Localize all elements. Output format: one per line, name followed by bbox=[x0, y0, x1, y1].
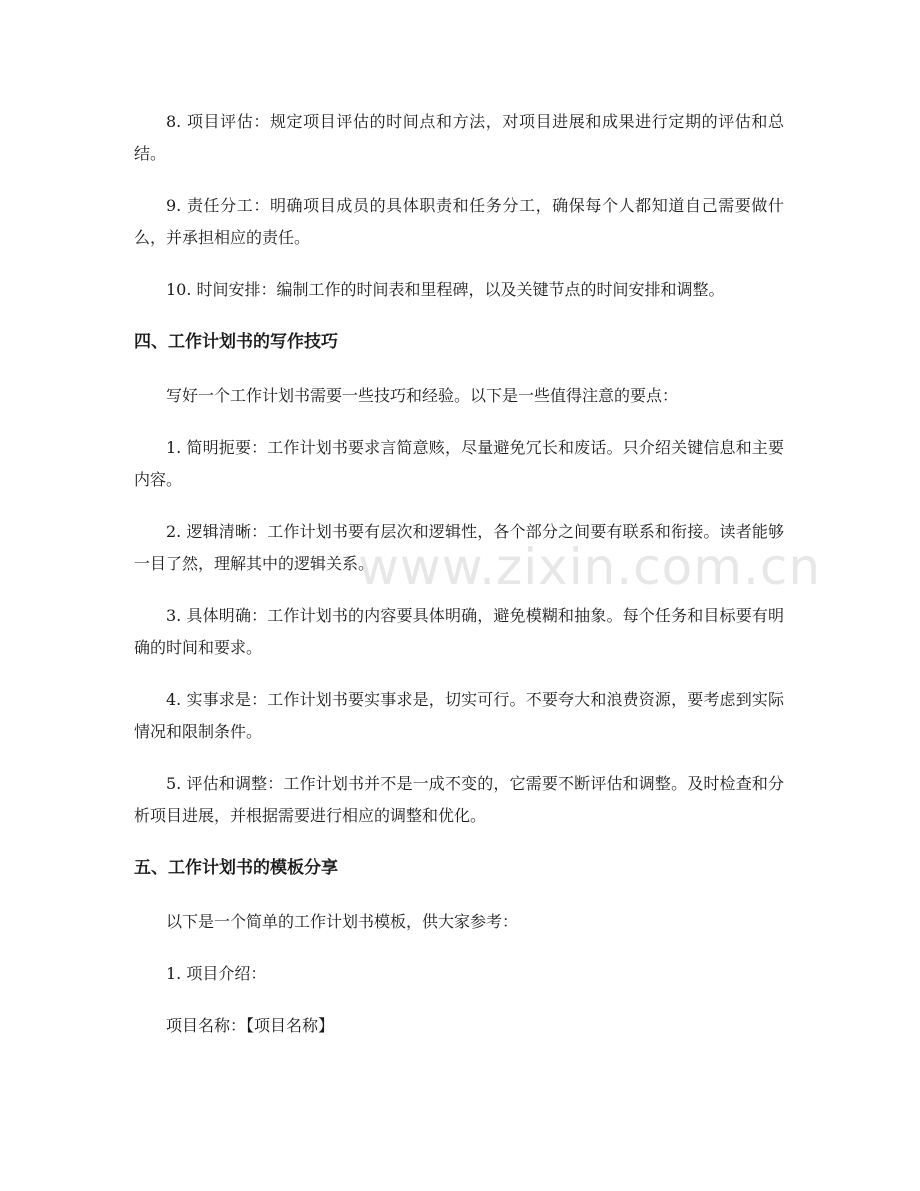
paragraph-intro-5: 以下是一个简单的工作计划书模板，供大家参考： bbox=[166, 912, 519, 931]
section-heading-5: 五、工作计划书的模板分享 bbox=[134, 858, 338, 878]
paragraph-template-name: 项目名称：【项目名称】 bbox=[166, 1016, 335, 1035]
paragraph-tip-1: 1. 简明扼要：工作计划书要求言简意赅，尽量避免冗长和废话。只介绍关键信息和主要内容。 bbox=[134, 438, 784, 489]
paragraph-tip-2: 2. 逻辑清晰：工作计划书要有层次和逻辑性，各个部分之间要有联系和衔接。读者能够一目了然，理解其中的逻辑关系。 bbox=[134, 522, 784, 573]
paragraph-intro-4: 写好一个工作计划书需要一些技巧和经验。以下是一些值得注意的要点： bbox=[166, 386, 679, 405]
paragraph-tip-3: 3. 具体明确：工作计划书的内容要具体明确，避免模糊和抽象。每个任务和目标要有明确的时间和要求。 bbox=[134, 606, 784, 657]
paragraph-item-9: 9. 责任分工：明确项目成员的具体职责和任务分工，确保每个人都知道自己需要做什么，并承担相应的责任。 bbox=[134, 196, 784, 247]
paragraph-tip-5: 5. 评估和调整：工作计划书并不是一成不变的，它需要不断评估和调整。及时检查和分析项目进展，并根据需要进行相应的调整和优化。 bbox=[134, 774, 784, 825]
paragraph-item-10: 10. 时间安排：编制工作的时间表和里程碑，以及关键节点的时间安排和调整。 bbox=[166, 280, 725, 299]
document-body bbox=[134, 106, 784, 1042]
paragraph-tip-4: 4. 实事求是：工作计划书要实事求是，切实可行。不要夸大和浪费资源，要考虑到实际情况和限制条件。 bbox=[134, 690, 784, 741]
section-heading-4: 四、工作计划书的写作技巧 bbox=[134, 332, 338, 352]
watermark-text: www.zixin.com.cn bbox=[358, 538, 822, 596]
paragraph-template-1: 1. 项目介绍： bbox=[166, 964, 267, 983]
paragraph-item-8: 8. 项目评估：规定项目评估的时间点和方法，对项目进展和成果进行定期的评估和总结。 bbox=[134, 112, 784, 163]
